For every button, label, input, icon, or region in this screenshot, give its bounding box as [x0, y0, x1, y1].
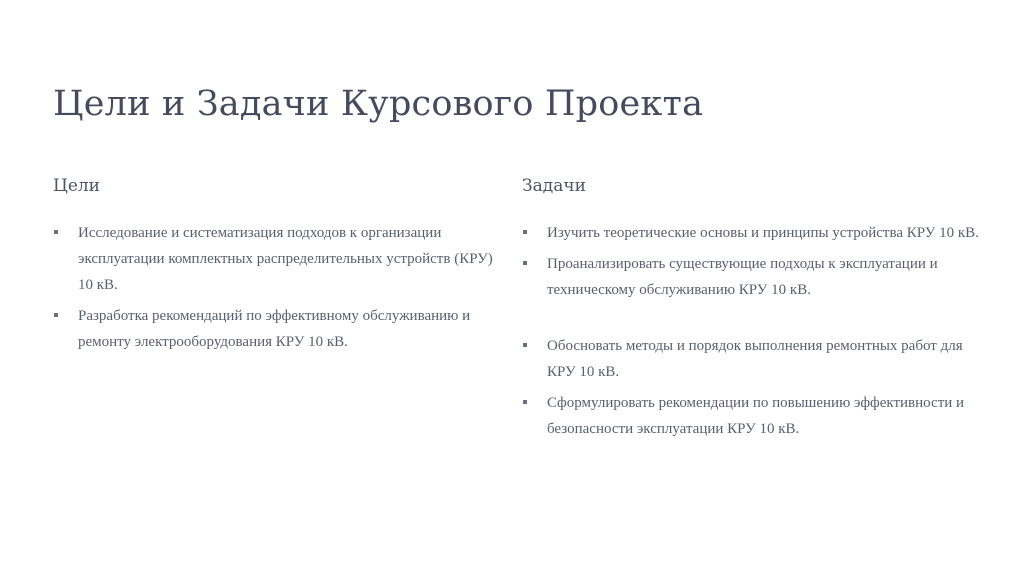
task-text: Изучить теоретические основы и принципы устройства КРУ 10 кВ. [547, 225, 979, 241]
task-text: Обосновать методы и порядок выполнения ремонтных работ для КРУ 10 кВ. [547, 338, 963, 380]
goal-text: Исследование и систематизация подходов к организации эксплуатации комплектных распределительных устройств (КРУ) 10 кВ. [78, 225, 493, 293]
task-text: Проанализировать существующие подходы к эксплуатации и техническому обслуживанию КРУ 10 кВ. [547, 256, 938, 298]
bullet-icon [523, 343, 527, 347]
bullet-icon [523, 400, 527, 404]
goals-column [53, 174, 493, 360]
list-item [53, 220, 493, 298]
tasks-column [522, 174, 992, 447]
list-item [522, 251, 992, 303]
list-item [522, 390, 992, 442]
goals-heading: Цели [53, 176, 101, 196]
goal-text: Разработка рекомендаций по эффективному обслуживанию и ремонту электрооборудования КРУ 10 кВ. [78, 308, 471, 350]
bullet-icon [523, 230, 527, 234]
list-item [53, 303, 493, 355]
list-item [522, 333, 992, 385]
goals-list [53, 220, 493, 355]
tasks-list [522, 220, 992, 442]
bullet-icon [523, 261, 527, 265]
list-item [522, 220, 992, 246]
task-text: Сформулировать рекомендации по повышению эффективности и безопасности эксплуатации КРУ 10 кВ. [547, 395, 965, 437]
slide-title: Цели и Задачи Курсового Проекта [53, 84, 704, 124]
bullet-icon [54, 230, 58, 234]
bullet-icon [54, 313, 58, 317]
tasks-heading: Задачи [522, 176, 586, 196]
